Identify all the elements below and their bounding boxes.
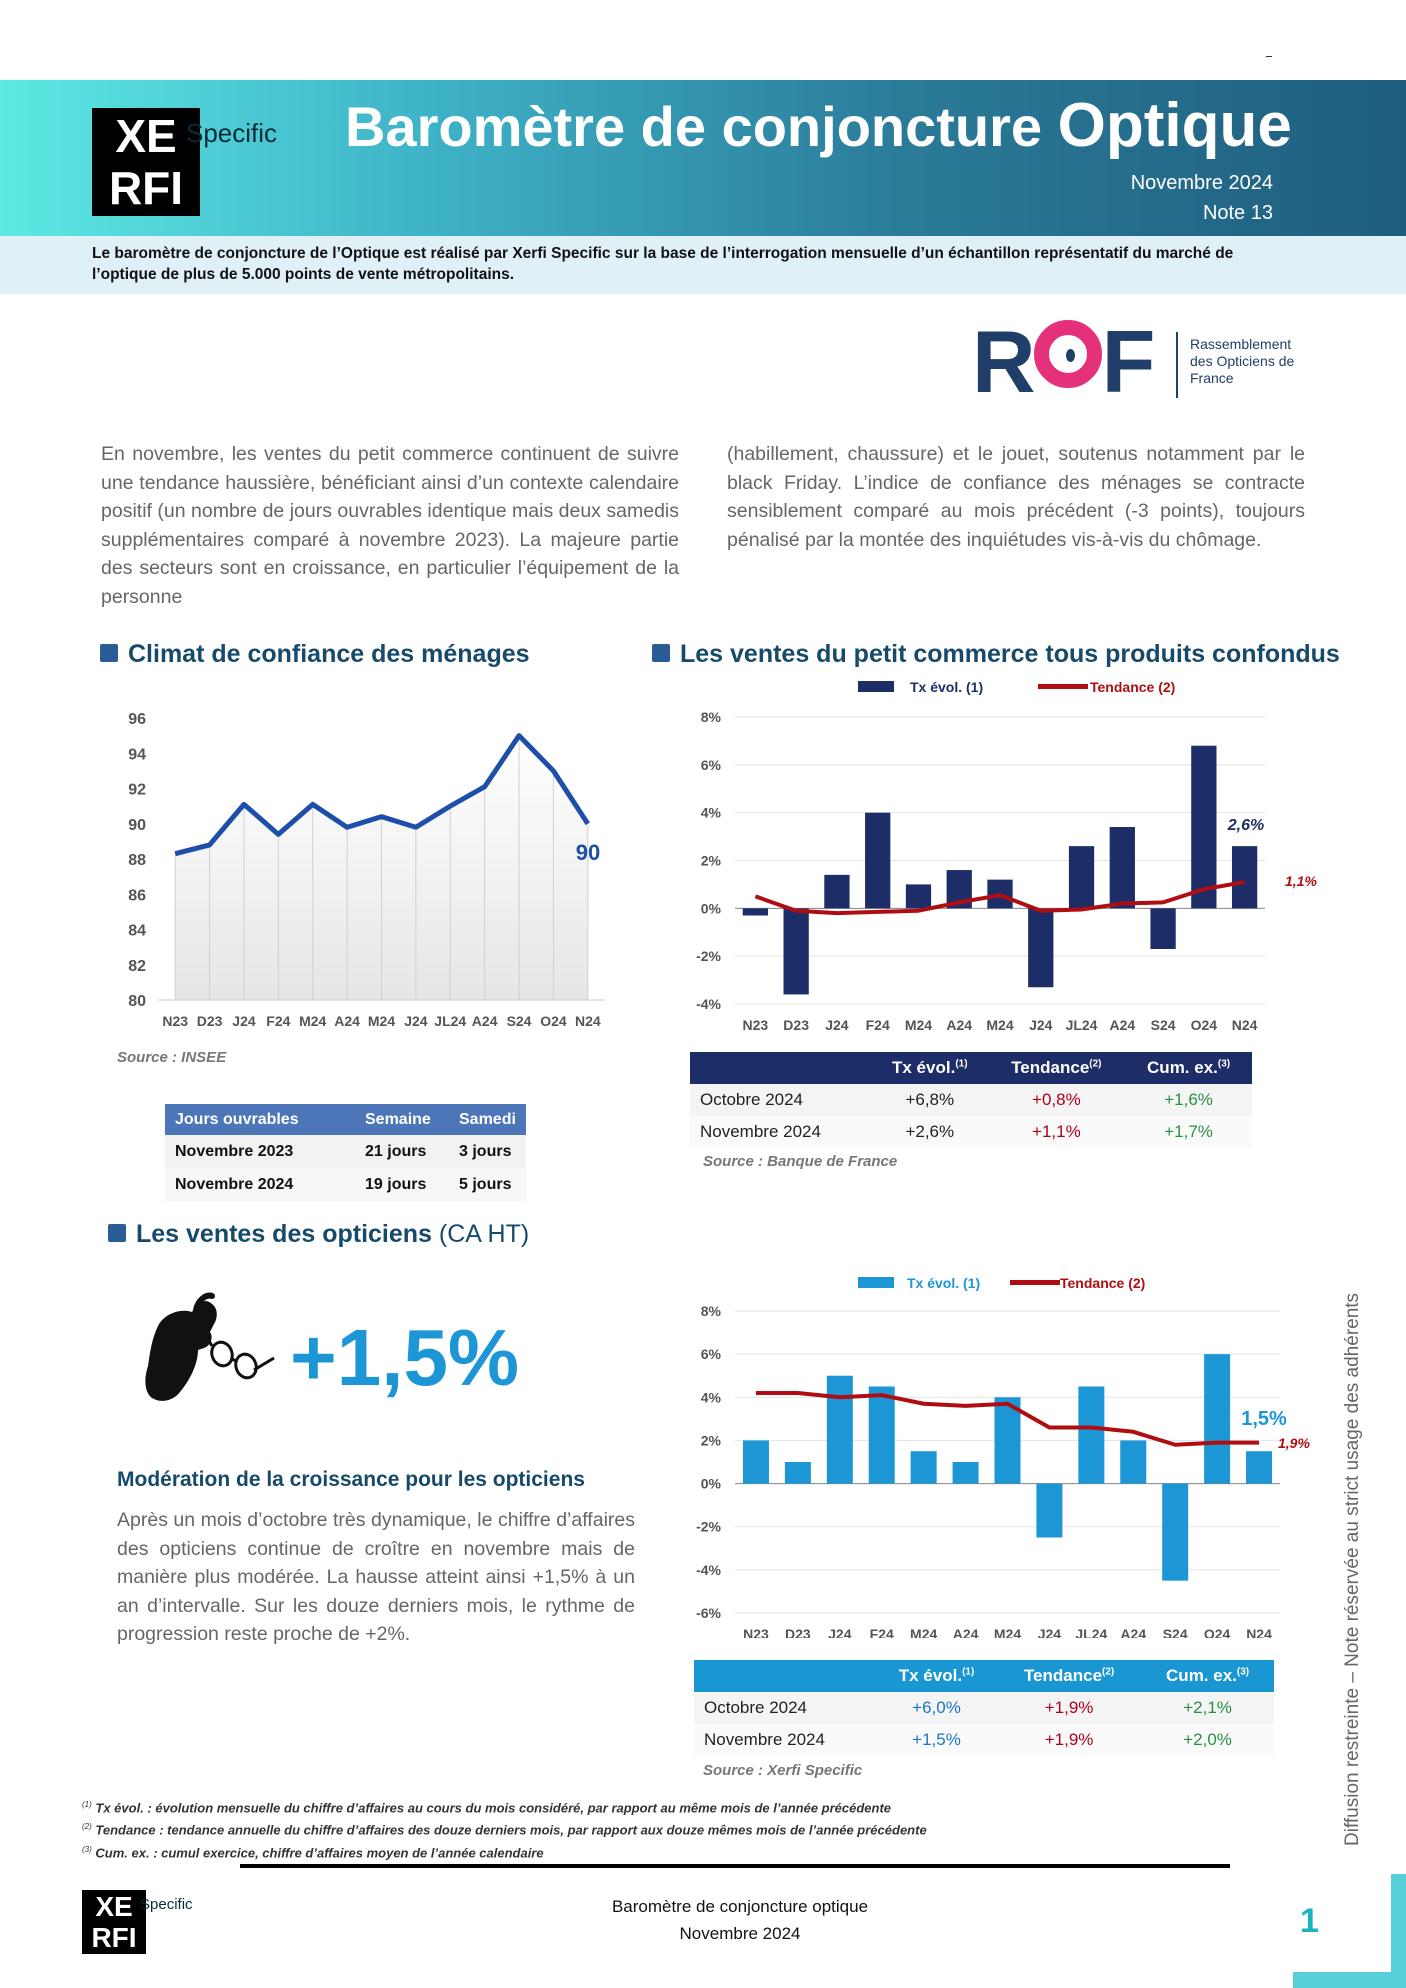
footnote-mark: (3) [1217, 1058, 1231, 1070]
footnote-text: Tendance : tendance annuelle du chiffre d’affaires des douze derniers mois, par rapport aux douze mêmes mois de l’année précédente [91, 1822, 927, 1838]
x-tick-label: J24 [828, 1626, 852, 1638]
xerfi-logo [92, 108, 200, 216]
table-cell: 21 jours [355, 1135, 449, 1168]
footnote-mark: (2) [82, 1822, 92, 1832]
table-row [690, 1116, 1252, 1148]
y-tick-label: -4% [696, 996, 721, 1012]
x-tick-label: N23 [162, 1013, 189, 1029]
table-cell: +0,8% [988, 1084, 1126, 1116]
table-header [690, 1052, 872, 1084]
table-header [872, 1052, 988, 1084]
chart-legend [858, 1275, 1145, 1291]
working-days-table [165, 1104, 526, 1201]
bar [1150, 908, 1175, 949]
legend-label: Tx évol. (1) [907, 1275, 981, 1291]
rof-letter-f: F [1101, 312, 1154, 411]
footnote-text: Tx évol. : évolution mensuelle du chiffre d’affaires au cours du mois considéré, par rapport au même mois de l’année précédente [91, 1800, 892, 1816]
x-tick-label: M24 [904, 1017, 933, 1033]
table-cell: 19 jours [355, 1168, 449, 1201]
bar [953, 1462, 979, 1484]
x-tick-label: A24 [1109, 1017, 1136, 1033]
bar [784, 908, 809, 994]
x-tick-label: D23 [196, 1013, 223, 1029]
footer-xerfi-logo [82, 1890, 146, 1954]
footer-month: Novembre 2024 [679, 1924, 801, 1943]
table-header [997, 1660, 1141, 1692]
footer-rule [240, 1864, 1230, 1868]
footnote-1 [82, 1795, 927, 1817]
small-business-sales-chart [680, 670, 1330, 1040]
opticians-stats-table [694, 1660, 1274, 1756]
table-row [690, 1084, 1252, 1116]
bar [1036, 1484, 1062, 1538]
logo-text-1: XE [115, 110, 177, 162]
bar [1162, 1484, 1188, 1581]
title-main: Baromètre de conjoncture [345, 95, 1058, 158]
y-tick-label: 90 [128, 816, 146, 834]
rof-name: Rassemblement des Opticiens de France [1190, 336, 1295, 386]
table-header-text: Cum. ex. [1147, 1058, 1218, 1077]
sales-source: Source : Banque de France [703, 1153, 898, 1170]
section-title-confidence [100, 640, 530, 669]
section-title-text: Les ventes des opticiens [136, 1220, 432, 1248]
table-cell: +2,6% [872, 1116, 988, 1148]
y-tick-label: 94 [128, 746, 146, 764]
x-tick-label: A24 [334, 1013, 360, 1029]
table-cell: +1,7% [1125, 1116, 1252, 1148]
footnote-mark: (2) [1089, 1058, 1102, 1070]
y-tick-label: 88 [128, 852, 146, 869]
table-header [1141, 1660, 1274, 1692]
intro-text: Le baromètre de conjoncture de l’Optique est réalisé par Xerfi Specific sur la base de l’interrogation mensuelle d’un échantillon représentatif du marché de l’optique de plus de 5.000 points de vente métropolitains. [92, 245, 1234, 283]
bar [906, 884, 931, 908]
x-tick-label: F24 [266, 1013, 291, 1029]
bar [1191, 746, 1216, 909]
logo-text-1: XE [95, 1891, 133, 1922]
x-tick-label: A24 [946, 1017, 973, 1033]
y-tick-label: 8% [700, 1303, 721, 1319]
table-cell: Novembre 2023 [165, 1135, 355, 1168]
section-title-suffix: (CA HT) [431, 1220, 530, 1248]
opticians-last-bar-label: 1,5% [1241, 1408, 1287, 1430]
x-tick-label: A24 [471, 1013, 498, 1029]
table-cell: +1,9% [997, 1692, 1141, 1724]
table-cell: +1,5% [876, 1724, 997, 1756]
x-tick-label: N23 [743, 1626, 769, 1638]
table-cell: +1,9% [997, 1724, 1141, 1756]
chart-legend [858, 679, 1175, 695]
x-tick-label: JL24 [434, 1013, 467, 1029]
x-tick-label: D23 [783, 1017, 809, 1033]
footer-specific-label: Specific [140, 1896, 193, 1913]
x-tick-label: F24 [865, 1017, 890, 1033]
bar [1078, 1387, 1104, 1484]
footnotes [82, 1795, 927, 1862]
y-tick-label: 0% [700, 1475, 721, 1492]
footnote-mark: (3) [1236, 1666, 1250, 1678]
table-row [694, 1692, 1274, 1724]
table-cell: +2,1% [1141, 1692, 1274, 1724]
table-header-text: Tendance [1011, 1058, 1090, 1077]
table-header-text: Tendance [1023, 1666, 1103, 1685]
x-tick-label: M24 [910, 1626, 938, 1638]
x-tick-label: N24 [1246, 1626, 1272, 1638]
table-cell: 5 jours [449, 1168, 526, 1201]
section-title-opticians [108, 1220, 529, 1249]
x-tick-label: D23 [785, 1626, 811, 1638]
table-header: Semaine [355, 1104, 449, 1135]
bar [743, 1440, 769, 1483]
table-cell: +2,0% [1141, 1724, 1274, 1756]
table-row [165, 1168, 526, 1201]
footnote-mark: (3) [82, 1844, 92, 1854]
x-tick-label: O24 [540, 1013, 567, 1029]
bar [743, 908, 768, 915]
table-cell: Novembre 2024 [165, 1168, 355, 1201]
footnote-mark: (1) [82, 1800, 92, 1809]
hand-glasses-icon [140, 1288, 280, 1413]
rof-separator [1176, 332, 1178, 398]
x-tick-label: J24 [404, 1013, 428, 1029]
table-header-text: Tx évol. [892, 1058, 956, 1077]
y-tick-label: 92 [128, 781, 146, 799]
page-number: 1 [1300, 1902, 1319, 1940]
footnote-3 [82, 1840, 927, 1862]
x-tick-label: J24 [1029, 1017, 1053, 1033]
table-cell: +6,0% [876, 1692, 997, 1724]
footnote-mark: (1) [955, 1058, 968, 1070]
opticians-source: Source : Xerfi Specific [703, 1762, 863, 1779]
confidence-chart [100, 690, 620, 1040]
y-tick-label: 84 [128, 922, 146, 940]
y-tick-label: 86 [128, 887, 146, 905]
table-cell: Novembre 2024 [690, 1116, 872, 1148]
table-cell: Novembre 2024 [694, 1724, 876, 1756]
document-month: Novembre 2024 [1130, 172, 1273, 194]
legend-label: Tendance (2) [1060, 1275, 1146, 1291]
table-header [988, 1052, 1126, 1084]
logo-text-2: RFI [108, 162, 184, 214]
y-tick-label: 96 [128, 711, 146, 728]
document-note-number: Note 13 [1202, 202, 1273, 224]
table-cell: Octobre 2024 [690, 1084, 872, 1116]
opticians-subtitle: Modération de la croissance pour les opticiens [117, 1468, 585, 1491]
y-tick-label: 2% [700, 1432, 721, 1449]
legend-swatch-bar [858, 681, 894, 692]
y-tick-label: -6% [696, 1605, 721, 1621]
y-tick-label: 4% [700, 804, 721, 821]
x-tick-label: N24 [574, 1013, 601, 1029]
y-tick-label: 82 [128, 957, 146, 975]
y-tick-label: 6% [700, 756, 721, 773]
table-header [1125, 1052, 1252, 1084]
table-cell: 3 jours [449, 1135, 526, 1168]
x-tick-label: N24 [1231, 1017, 1258, 1033]
sales-last-bar-label: 2,6% [1227, 817, 1265, 834]
table-cell: +6,8% [872, 1084, 988, 1116]
side-confidentiality-text: Diffusion restreinte – Note réservée au strict usage des adhérents [1342, 1292, 1363, 1846]
y-tick-label: -2% [696, 948, 721, 965]
y-tick-label: -2% [696, 1518, 721, 1535]
table-header: Samedi [449, 1104, 526, 1135]
table-header-row [165, 1104, 526, 1135]
x-tick-label: A24 [1120, 1626, 1147, 1638]
bullet-square-icon [100, 644, 118, 662]
footer-title: Baromètre de conjoncture optique [611, 1897, 869, 1916]
bar [1069, 846, 1094, 908]
table-cell: +1,6% [1125, 1084, 1252, 1116]
bar [1246, 1451, 1272, 1483]
logo-text-2: RFI [91, 1922, 137, 1953]
y-tick-label: 2% [700, 852, 721, 869]
opticians-paragraph: Après un mois d’octobre très dynamique, le chiffre d’affaires des opticiens continue de croître en novembre mais de manière plus modérée. La hausse atteint ainsi +1,5% à un an d’intervalle. Sur les douze derniers mois, le rythme de progression reste proche de +2%. [117, 1509, 635, 1645]
intro-paragraph-left: En novembre, les ventes du petit commerce continuent de suivre une tendance haussière, bénéficiant ainsi d’un contexte calendaire positif (un nombre de jours ouvrables identique mais deux samedis supplémentaires comparé à novembre 2023). La majeure partie des secteurs sont en croissance, en particulier l’équipement de la personne [101, 443, 679, 608]
x-tick-label: S24 [506, 1013, 532, 1029]
x-tick-label: O24 [1203, 1626, 1231, 1638]
bar [1028, 908, 1053, 987]
sales-stats-table [690, 1052, 1252, 1148]
table-header [876, 1660, 997, 1692]
opticians-last-trend-label: 1,9% [1278, 1435, 1310, 1451]
x-tick-label: M24 [367, 1013, 396, 1029]
table-cell: +1,1% [988, 1116, 1126, 1148]
bar [865, 813, 890, 909]
table-header-row [690, 1052, 1252, 1084]
section-title-text: Climat de confiance des ménages [128, 640, 530, 668]
x-tick-label: J24 [1037, 1626, 1062, 1638]
rof-logo [972, 312, 1154, 411]
document-title [345, 90, 1292, 161]
x-tick-label: J24 [825, 1017, 849, 1033]
y-tick-label: 0% [700, 900, 721, 917]
legend-label: Tendance (2) [1090, 679, 1176, 695]
bar [1232, 846, 1257, 908]
y-tick-label: 8% [700, 709, 721, 725]
bar [824, 875, 849, 908]
y-tick-label: -4% [696, 1561, 721, 1578]
legend-swatch-line [1010, 1280, 1060, 1285]
bar [1120, 1440, 1146, 1483]
x-tick-label: S24 [1150, 1017, 1176, 1033]
table-header-text: Cum. ex. [1166, 1666, 1237, 1685]
footnote-2 [82, 1817, 927, 1839]
table-header [694, 1660, 876, 1692]
opticians-sales-chart [680, 1268, 1340, 1638]
legend-swatch-bar [858, 1277, 894, 1288]
x-tick-label: J24 [232, 1013, 256, 1029]
x-tick-label: M24 [986, 1017, 1014, 1033]
opticians-headline-value: +1,5% [290, 1313, 520, 1402]
bar [785, 1462, 811, 1484]
legend-swatch-line [1038, 684, 1088, 689]
x-tick-label: A24 [952, 1626, 979, 1638]
y-tick-label: 4% [700, 1389, 721, 1406]
confidence-last-value-label: 90 [575, 840, 601, 865]
page-mark [1266, 56, 1272, 57]
bar [869, 1387, 895, 1484]
sales-last-trend-label: 1,1% [1285, 873, 1317, 889]
x-tick-label: F24 [869, 1626, 894, 1638]
table-row [694, 1724, 1274, 1756]
x-tick-label: M24 [993, 1626, 1022, 1638]
table-header: Jours ouvrables [165, 1104, 355, 1135]
bullet-square-icon [652, 644, 670, 662]
table-cell: Octobre 2024 [694, 1692, 876, 1724]
logo-specific-label: Specific [186, 118, 278, 148]
legend-label: Tx évol. (1) [910, 679, 984, 695]
section-title-text: Les ventes du petit commerce tous produits confondus [680, 640, 1340, 668]
table-header-row [694, 1660, 1274, 1692]
confidence-source: Source : INSEE [117, 1049, 227, 1066]
x-tick-label: O24 [1190, 1017, 1218, 1033]
footnote-text: Cum. ex. : cumul exercice, chiffre d’affaires moyen de l’année calendaire [91, 1844, 544, 1860]
intro-paragraph-right: (habillement, chaussure) et le jouet, soutenus notamment par le black Friday. L’indice de confiance des ménages se contracte sensiblement comparé au mois précédent (-3 points), toujours pénalisé par la montée des inquiétudes vis-à-vis du chômage. [727, 443, 1305, 551]
x-tick-label: S24 [1162, 1626, 1188, 1638]
x-tick-label: JL24 [1065, 1017, 1098, 1033]
footnote-mark: (1) [962, 1666, 975, 1678]
x-tick-label: N23 [742, 1017, 769, 1033]
x-tick-label: M24 [299, 1013, 327, 1029]
footnote-mark: (2) [1102, 1666, 1115, 1678]
table-row [165, 1135, 526, 1168]
rof-letter-r: R [972, 312, 1034, 411]
bullet-square-icon [108, 1224, 126, 1242]
section-title-sales [652, 640, 1340, 669]
bar [1110, 827, 1135, 908]
x-tick-label: JL24 [1075, 1626, 1108, 1638]
table-header-text: Tx évol. [898, 1666, 963, 1685]
bar [1204, 1354, 1230, 1483]
rof-eye-icon [1034, 320, 1102, 388]
title-optique: Optique [1057, 91, 1292, 160]
bar [827, 1376, 853, 1484]
y-tick-label: 80 [128, 993, 146, 1010]
y-tick-label: 6% [700, 1346, 721, 1363]
bar [911, 1451, 937, 1483]
